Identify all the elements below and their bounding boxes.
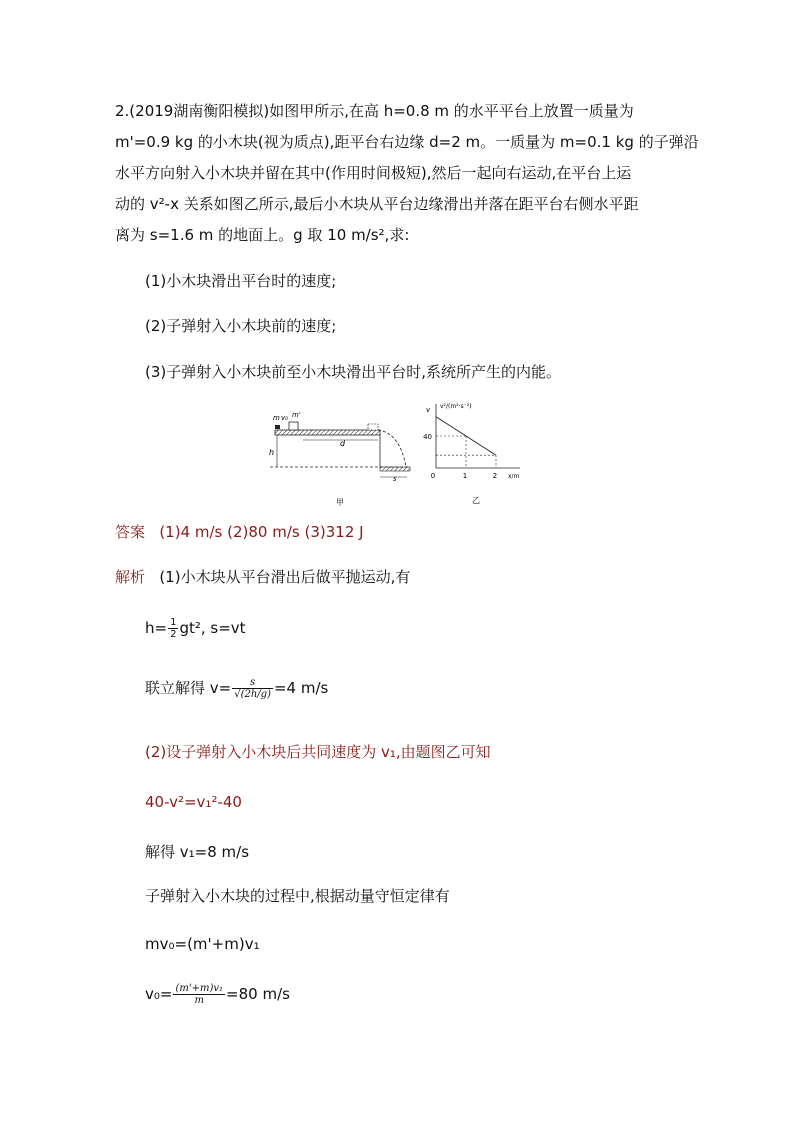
analysis-label: 解析 [115, 568, 146, 586]
question-line-5: 离为 s=1.6 m 的地面上。g 取 10 m/s²,求: [115, 226, 410, 244]
question-line-3: 水平方向射入小木块并留在其中(作用时间极短),然后一起向右运动,在平台上运 [115, 164, 632, 182]
figure-yi [418, 398, 528, 510]
x-axis-label: x/m [508, 473, 520, 480]
bullet [275, 425, 280, 429]
y-axis-var: v [426, 406, 431, 414]
wood-block [289, 422, 298, 430]
sub-question-1: (1)小木块滑出平台时的速度; [145, 272, 337, 290]
analysis-p3: 子弹射入小木块的过程中,根据动量守恒定律有 [145, 887, 450, 905]
fraction-v: $\frac{s}{√(2h/g)}$ [234, 677, 271, 700]
label-h: h [269, 448, 275, 457]
label-mp: m' [292, 411, 301, 419]
sub-question-3: (3)子弹射入小木块前至小木块滑出平台时,系统所产生的内能。 [145, 363, 562, 381]
answer-line [115, 522, 364, 542]
question-line-4: 动的 v²-x 关系如图乙所示,最后小木块从平台边缘滑出并落在距平台右侧水平距 [115, 195, 639, 213]
ground [380, 467, 410, 471]
block-at-edge [368, 424, 378, 430]
x-tick-0: 0 [430, 472, 436, 480]
question-line-1: 2.(2019湖南衡阳模拟)如图甲所示,在高 h=0.8 m 的水平平台上放置一质量为 [115, 102, 634, 120]
answer-label: 答案 [115, 523, 146, 541]
caption-yi: 乙 [472, 496, 480, 505]
x-tick-2: 2 [492, 472, 498, 480]
label-m: m [273, 414, 280, 422]
equation-4: 解得 v₁=8 m/s [145, 843, 250, 861]
caption-jia: 甲 [336, 498, 344, 507]
fraction-half: $\frac{1}{2}$ [170, 617, 177, 640]
equation-2: 联立解得 v= $\frac{s}{√(2h/g)}$ =4 m/s [145, 677, 329, 700]
y-axis-label: v²/(m²·s⁻²) [440, 403, 472, 410]
analysis-p2: (2)设子弹射入小木块后共同速度为 v₁,由题图乙可知 [145, 743, 491, 761]
fraction-v0: $\frac{\text{(m'+m)v₁}}{m}$ [175, 983, 224, 1006]
analysis-p1: (1)小木块从平台滑出后做平抛运动,有 [159, 568, 411, 586]
label-s: s [393, 475, 397, 483]
figure-jia [265, 405, 415, 510]
sub-question-2: (2)子弹射入小木块前的速度; [145, 317, 337, 335]
equation-3: 40-v²=v₁²-40 [145, 793, 242, 811]
trajectory [378, 430, 406, 467]
answer-text: (1)4 m/s (2)80 m/s (3)312 J [159, 523, 364, 541]
platform [275, 430, 380, 435]
analysis-line-1 [115, 567, 410, 587]
y-tick-40: 40 [423, 433, 432, 441]
question-line-2: m'=0.9 kg 的小木块(视为质点),距平台右边缘 d=2 m。一质量为 m=0.1 kg 的子弹沿 [115, 133, 699, 151]
label-v0: v₀ [281, 414, 288, 422]
equation-6: v₀= $\frac{\text{(m'+m)v₁}}{m}$ =80 m/s [145, 983, 290, 1006]
x-tick-1: 1 [462, 472, 468, 480]
label-d: d [340, 439, 346, 448]
equation-5: mv₀=(m'+m)v₁ [145, 935, 260, 953]
equation-1: h= $\frac{1}{2}$ gt², s=vt [145, 617, 246, 640]
